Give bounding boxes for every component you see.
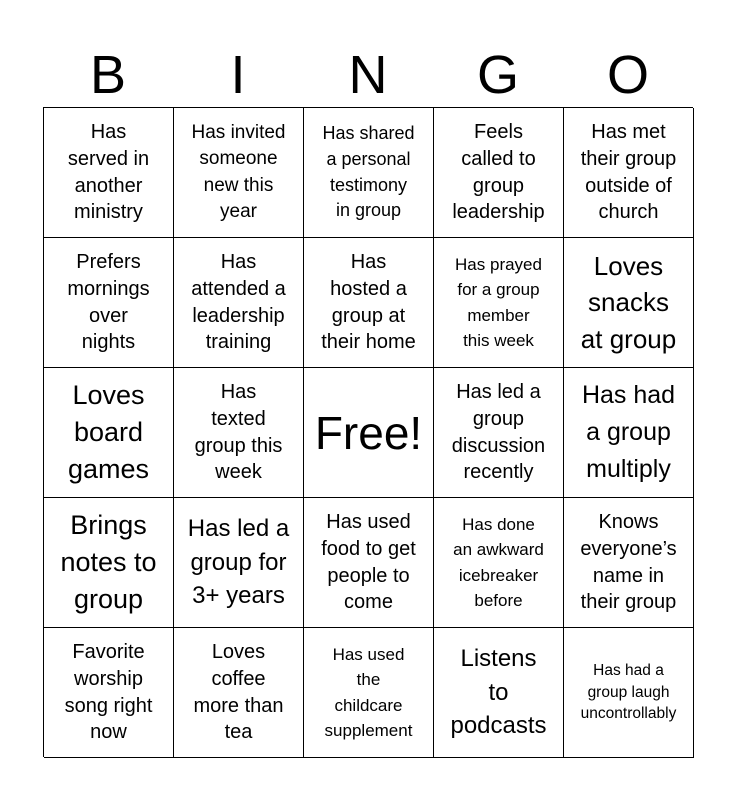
bingo-cell[interactable]: Has attended a leadership training	[174, 238, 304, 368]
bingo-cell[interactable]: Knows everyone’s name in their group	[564, 498, 694, 628]
bingo-cell[interactable]: Has texted group this week	[174, 368, 304, 498]
bingo-cell[interactable]: Has had a group multiply	[564, 368, 694, 498]
bingo-cell[interactable]: Prefers mornings over nights	[44, 238, 174, 368]
bingo-cell[interactable]: Brings notes to group	[44, 498, 174, 628]
bingo-cell[interactable]: Has used food to get people to come	[304, 498, 434, 628]
bingo-cell[interactable]: Listens to podcasts	[434, 628, 564, 758]
bingo-cell[interactable]: Has led a group discussion recently	[434, 368, 564, 498]
header-letter-n: N	[348, 45, 388, 105]
bingo-board	[43, 107, 693, 757]
bingo-cell[interactable]: Has led a group for 3+ years	[174, 498, 304, 628]
bingo-cell[interactable]: Loves board games	[44, 368, 174, 498]
bingo-cell[interactable]: Has prayed for a group member this week	[434, 238, 564, 368]
bingo-cell[interactable]: Loves coffee more than tea	[174, 628, 304, 758]
free-space[interactable]: Free!	[304, 368, 434, 498]
bingo-cell[interactable]: Has had a group laugh uncontrollably	[564, 628, 694, 758]
bingo-cell[interactable]: Feels called to group leadership	[434, 108, 564, 238]
bingo-cell[interactable]: Has met their group outside of church	[564, 108, 694, 238]
bingo-cell[interactable]: Has hosted a group at their home	[304, 238, 434, 368]
bingo-cell[interactable]: Has invited someone new this year	[174, 108, 304, 238]
header-letter-b: B	[89, 45, 127, 105]
bingo-header	[43, 44, 693, 106]
header-letter-i: I	[230, 45, 246, 105]
bingo-cell[interactable]: Favorite worship song right now	[44, 628, 174, 758]
header-letter-o: O	[606, 45, 649, 105]
bingo-cell[interactable]: Has shared a personal testimony in group	[304, 108, 434, 238]
bingo-cell[interactable]: Loves snacks at group	[564, 238, 694, 368]
bingo-cell[interactable]: Has used the childcare supplement	[304, 628, 434, 758]
bingo-cell[interactable]: Has served in another ministry	[44, 108, 174, 238]
bingo-cell[interactable]: Has done an awkward icebreaker before	[434, 498, 564, 628]
header-letter-g: G	[476, 45, 519, 105]
